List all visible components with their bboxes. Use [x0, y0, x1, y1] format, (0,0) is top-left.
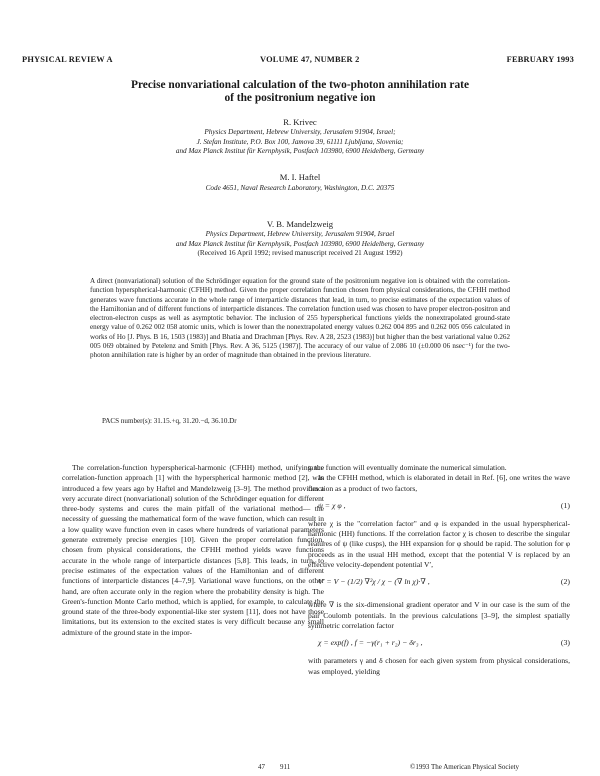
author-affiliation — [70, 230, 530, 259]
affiliation-line: Physics Department, Hebrew University, Jerusalem 91904, Israel — [205, 230, 395, 238]
equation-3 — [308, 634, 570, 653]
equation-expression: ψ = χ φ , — [318, 500, 346, 510]
affiliation-line: Code 4651, Naval Research Laboratory, Washington, D.C. 20375 — [205, 184, 395, 192]
author-affiliation — [70, 128, 530, 157]
body-paragraph: tance function will eventually dominate the numerical simulation. — [308, 463, 507, 472]
received-date: (Received 16 April 1992; revised manuscript received 21 August 1992) — [197, 249, 403, 258]
body-paragraph: with parameters γ and δ chosen for each given system from physical considerations, was employed, yielding — [308, 656, 570, 676]
body-paragraph: where χ is the "correlation factor" and φ is expanded in the usual hyperspherical-harmonic (HH) functions. If the correlation factor χ is chosen to describe the singular features of ψ (like cusps), the HH expansion for φ should be rapid. The solution for φ proceeds as in the usual HH method, except that the potential V is replaced by an effective velocity-dependent potential V′, — [308, 518, 570, 570]
page-number: 911 — [280, 763, 291, 771]
body-paragraph: The correlation-function hyperspherical-harmonic (CFHH) method, unifying the correlation-function approach [1] with the hyperspherical harmonic method [2], was introduced a few years ago by Haftel and Mandelzweig [3–9]. The method provides a very accurate direct (nonvariational) solution of the Schrödinger equation for different three-body systems and cures the main pitfall of the variational method— the necessity of guessing the mathematical form of the wave function, which can result in a low quality wave function even in cases where hundreds of variational parameters generate extremely precise energies [10]. Given the proper correlation function, chosen from physical considerations, the CFHH method yields wave functions accurate in the whole range of interparticle distances [5,8]. This leads, in turn, to precise estimates of the expectation values of the Hamiltonian and of different functions of interparticle distances [4–7,9]. Variational wave functions, on the other hand, are often accurate only in the region where the probability density is high. The Green's-function Monte Carlo method, which is applied, for example, to calculate the ground state of the three-body exponential-like ster system [11], does not have those limitations, but its extension to the excited states is very difficult because any small admixture of the ground state in the impor- — [62, 463, 324, 637]
running-header — [22, 55, 578, 69]
volume-marker: 47 — [258, 763, 265, 771]
affiliation-line: J. Stefan Institute, P.O. Box 100, Jamova 39, 61111 Ljubljana, Slovenia; — [196, 137, 404, 146]
author-name: R. Krivec — [283, 117, 317, 127]
affiliation-line: Physics Department, Hebrew University, Jerusalem 91904, Israel; — [204, 128, 396, 136]
equation-number: (3) — [560, 638, 570, 648]
issue-date: FEBRUARY 1993 — [506, 55, 574, 64]
author-name: V. B. Mandelzweig — [266, 219, 334, 229]
author-affiliation — [70, 184, 530, 194]
journal-name: PHYSICAL REVIEW A — [22, 55, 113, 64]
equation-expression: V′ = V − (1/2) ∇²χ / χ − (∇ ln χ)·∇ , — [318, 577, 430, 587]
affiliation-line: and Max Planck Institut für Kernphysik, Postfach 103980, 6900 Heidelberg, Germany — [175, 147, 425, 156]
left-column — [62, 463, 324, 638]
title-line-2: of the positronium negative ion — [224, 92, 376, 104]
equation-number: (2) — [560, 577, 570, 587]
equation-expression: χ = exp(f) , f = −γ(r₁ + r₂) − δr₃ , — [318, 638, 423, 648]
volume-number: VOLUME 47, NUMBER 2 — [260, 55, 360, 64]
right-column — [308, 463, 570, 677]
title-line-1: Precise nonvariational calculation of the two-photon annihilation rate — [130, 79, 470, 91]
article-title — [60, 79, 540, 105]
author-name: M. I. Haftel — [279, 172, 321, 182]
body-paragraph: where ∇ is the six-dimensional gradient operator and V in our case is the sum of the pair Coulomb potentials. In the previous calculations [3–9], the simplest spatially symmetric correlation factor — [308, 600, 570, 630]
equation-2 — [308, 573, 570, 597]
pacs-numbers: PACS number(s): 31.15.+q, 31.20.−d, 36.10.Dr — [102, 417, 237, 425]
equation-1 — [308, 497, 570, 516]
equation-number: (1) — [560, 500, 570, 510]
abstract: A direct (nonvariational) solution of the Schrödinger equation for the ground state of the positronium negative ion is obtained with the correlation-function hyperspherical-harmonic (CFHH) method. Given the proper correlation function chosen from physical considerations, the CFHH method generates wave functions accurate in the whole range of interparticle distances that lead, in turn, to precise estimates of the expectation values of the Hamiltonian and of different functions of interparticle distances. The correlation function used was chosen to have proper electron-positron and electron-electron cusps as well as asymptotic behavior. The inclusion of 255 hyperspherical functions yields the nonextrapolated ground-state energy value of 0.262 002 058 atomic units, which is lower than the nonextrapolated energy values 0.262 004 895 and 0.262 005 056 calculated in works of Ho [J. Phys. B 16, 1503 (1983)] and Bhatia and Drachman [Phys. Rev. A 28, 2523 (1983)] but higher than the best variational value 0.262 005 069 obtained by Petelenz and Smith [Phys. Rev. A 36, 5125 (1987)]. The accuracy of our value of 2.086 10 (±0.000 06 nsec⁻¹) for the two-photon annihilation rate is higher by an order of magnitude than obtained in the previous literature. — [90, 277, 510, 360]
affiliation-line: and Max Planck Institut für Kernphysik, Postfach 103980, 6900 Heidelberg, Germany — [175, 239, 425, 248]
copyright-notice: ©1993 The American Physical Society — [410, 763, 520, 771]
body-paragraph: In the CFHH method, which is elaborated in detail in Ref. [6], one writes the wave function as a product of two factors, — [308, 473, 570, 493]
